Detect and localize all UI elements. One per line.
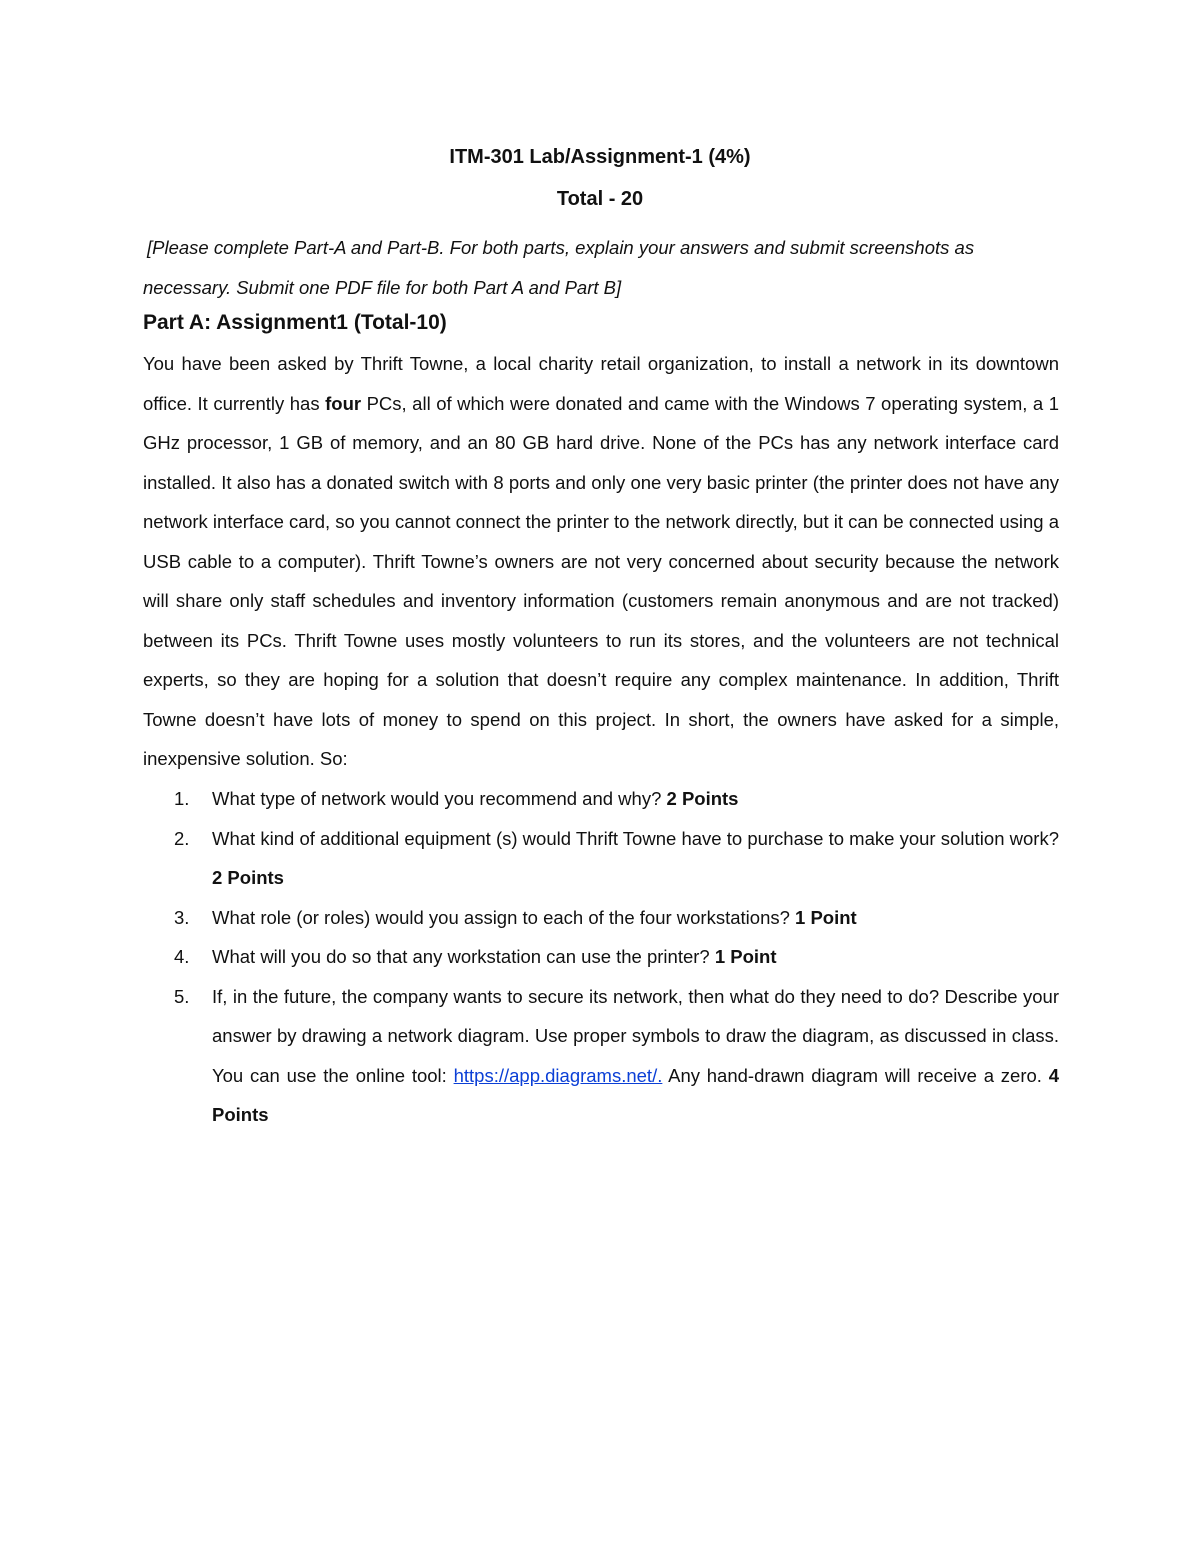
question-body: [212, 898, 1059, 938]
question-text: What type of network would you recommend and why?: [212, 788, 662, 809]
question-text-after-link: Any hand-drawn diagram will receive a zero.: [662, 1064, 1042, 1086]
question-points: 2 Points: [212, 867, 284, 888]
question-points: 1 Point: [714, 946, 777, 967]
scenario-paragraph: [143, 344, 1059, 779]
question-item: [143, 779, 1059, 819]
diagrams-tool-link[interactable]: https://app.diagrams.net/.: [453, 1064, 663, 1086]
question-text: If, in the future, the company wants to secure its network, then what do they need to do? Describe your answer by drawing a network diagram. Use proper symbols to draw the diagram, as discussed in class. You can use the online tool:: [212, 985, 1059, 1086]
question-list: [143, 779, 1059, 1135]
instructions-note: [Please complete Part-A and Part-B. For both parts, explain your answers and submit screenshots as necessary. Submit one PDF file for both Part A and Part B]: [143, 237, 975, 298]
question-item: [143, 937, 1059, 977]
question-text: What will you do so that any workstation can use the printer?: [212, 946, 710, 967]
question-number: 2.: [174, 827, 190, 849]
question-text: What kind of additional equipment (s) would Thrift Towne have to purchase to make your solution work?: [212, 827, 1059, 849]
question-item: [143, 898, 1059, 938]
part-a-heading: Part A: Assignment1 (Total-10): [143, 311, 447, 334]
question-number: 4.: [174, 946, 190, 967]
question-body: [212, 779, 1059, 819]
question-body: [212, 819, 1059, 898]
question-number: 1.: [174, 788, 190, 809]
question-body: [212, 977, 1059, 1135]
question-number: 5.: [174, 985, 190, 1007]
question-item: [143, 819, 1059, 898]
question-points: 1 Point: [795, 906, 857, 928]
question-item: [143, 977, 1059, 1135]
scenario-text-end: PCs, all of which were donated and came with the Windows 7 operating system, a 1 GHz processor, 1 GB of memory, and an 80 GB hard drive. None of the PCs has any network interface card installed. It also has a donated switch with 8 ports and only one very basic printer (the printer does not have any network interface card, so you cannot connect the printer to the network directly, but it can be connected using a USB cable to a computer). Thrift Towne’s owners are not very concerned about security because the network will share only staff schedules and inventory information (customers remain anonymous and are not tracked) between its PCs. Thrift Towne uses mostly volunteers to run its stores, and the volunteers are not technical experts, so they are hoping for a solution that doesn’t require any complex maintenance. In addition, Thrift Towne doesn’t have lots of money to spend on this project. In short, the owners have asked for a simple, inexpensive solution. So:: [143, 392, 1059, 769]
scenario-text-start: You have been asked by Thrift Towne, a local charity retail organization, to install a network in its downtown office. It currently has: [143, 353, 1059, 414]
scenario-bold-count: four: [325, 392, 362, 414]
question-number: 3.: [174, 906, 190, 928]
question-points: 2 Points: [666, 788, 739, 809]
question-points: 4 Points: [212, 1064, 1060, 1125]
question-body: [212, 937, 1059, 977]
document-total: Total - 20: [556, 188, 644, 210]
document-title: ITM-301 Lab/Assignment-1 (4%): [449, 146, 751, 168]
question-text: What role (or roles) would you assign to each of the four workstations?: [212, 906, 790, 928]
